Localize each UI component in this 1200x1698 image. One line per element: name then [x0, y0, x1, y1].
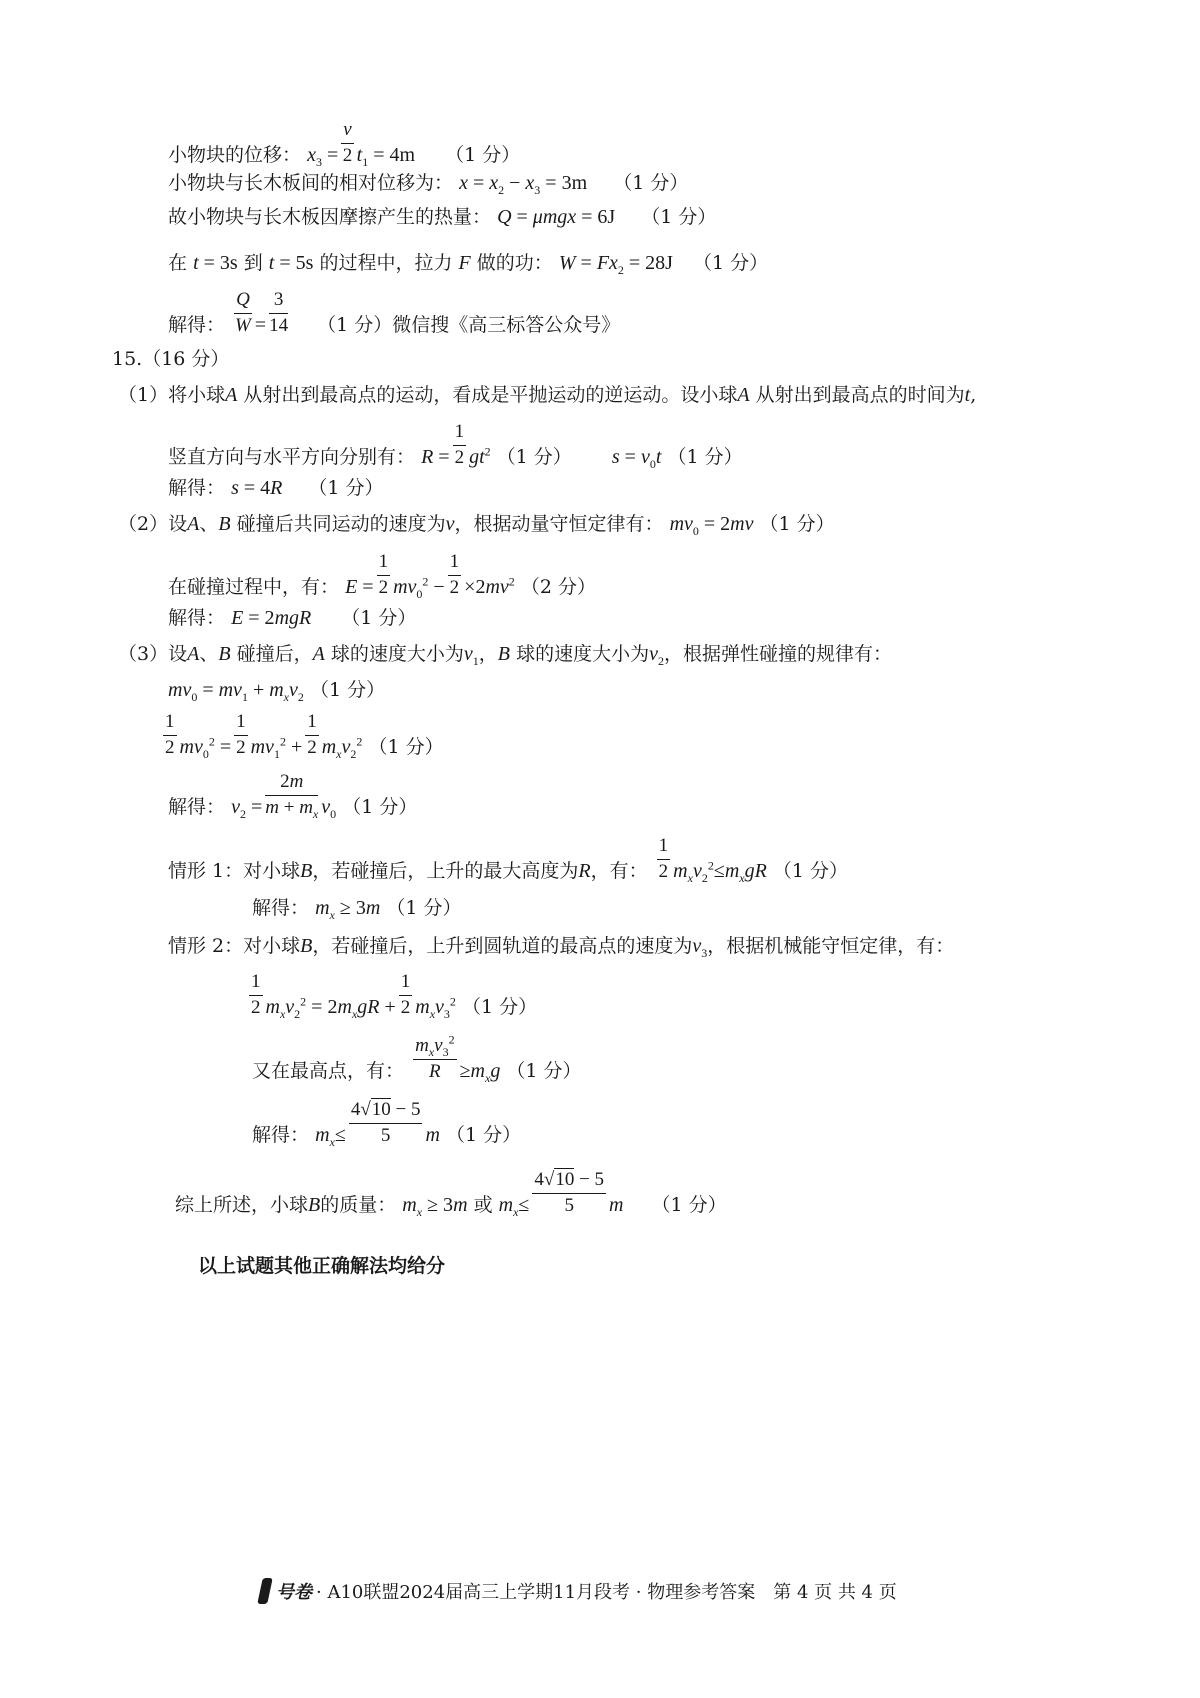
brand-logo-text: 号卷 — [276, 1582, 312, 1603]
case-2: 情形 2：对小球B，若碰撞后，上升到圆轨道的最高点的速度为$v_3$，根据机械能守恒定律，有： — [168, 935, 955, 960]
summary: 综上所述，小球B的质量： $m_x \ge 3m$ 或 $m_x\le$ $\frac{4√10 - 5}{5}$ m （1 分） — [175, 1169, 727, 1219]
footer-text: · A10联盟2024届高三上学期11月段考 · 物理参考答案 第 4 页 共 4 页 — [316, 1582, 897, 1603]
case-1: 情形 1：对小球B，若碰撞后，上升的最大高度为R，有： $\frac{1}{2}$ $m_xv_2^2\le m_xgR$ （1 分） — [168, 835, 848, 885]
part-3-energy: $\frac{1}{2}$ $mv_0^2$ = $\frac{1}{2}$ $mv_1^2$ + $\frac{1}{2}$ $m_xv_2^2$ （1 分） — [165, 711, 444, 761]
line-displacement: 小物块的位移： $x_3$ = $\frac{v}{2}$ $t_1 = 4m$ （1 分） — [168, 119, 521, 169]
question-15-heading: 15.（16 分） — [112, 348, 230, 370]
page-footer — [260, 1578, 897, 1604]
case-2-energy: $\frac{1}{2}$ $m_xv_2^2 = 2m_xgR$ + $\frac{1}{2}$ $m_xv_3^2$ （1 分） — [251, 971, 538, 1021]
formula: $x_3$ = $\frac{v}{2}$ $t_1 = 4m$ — [307, 119, 416, 169]
case-2-result: 解得： $m_x\le$ $\frac{4√10 - 5}{5}$ m （1 分） — [252, 1099, 522, 1149]
part-2-intro: （2）设A、B 碰撞后共同运动的速度为v，根据动量守恒定律有： $mv_0 = 2mv$ （1 分） — [118, 513, 835, 538]
line-work: 在 t = 3s 到 t = 5s 的过程中，拉力 F 做的功： $W = Fx_2 = 28J$ （1 分） — [168, 252, 769, 277]
part-2-result: 解得： E = 2mgR （1 分） — [168, 607, 417, 629]
part-3-v2: 解得： $v_2$ = $\frac{2m}{m + m_x}$ $v_0$ （1 分） — [168, 771, 418, 821]
line-relative-displacement: 小物块与长木板间的相对位移为： $x = x_2 - x_3 = 3m$ （1 分） — [168, 172, 689, 197]
grading-note: 以上试题其他正确解法均给分 — [198, 1255, 446, 1277]
part-2-energy: 在碰撞过程中，有： E = $\frac{1}{2}$ $mv_0^2$ − $\frac{1}{2}$ $\times 2mv^2$ （2 分） — [168, 551, 596, 601]
case-2-top: 又在最高点，有： $m_xv_3^2$ R $\ge m_xg$ （1 分） — [252, 1032, 582, 1085]
brand-logo-icon — [257, 1578, 273, 1604]
part-1-equations: 竖直方向与水平方向分别有： R = $\frac{1}{2}$ $gt^2$ （1 分） $s = v_0t$ （1 分） — [168, 421, 743, 471]
part-3-momentum: $mv_0 = mv_1 + m_xv_2$ （1 分） — [168, 679, 386, 704]
line-heat: 故小物块与长木板因摩擦产生的热量： Q = μmgx = 6J （1 分） — [168, 206, 717, 228]
case-1-result: 解得： $m_x \ge 3m$ （1 分） — [252, 897, 462, 922]
line-ratio: 解得： $\frac{Q}{W}$ = $\frac{3}{14}$ （1 分）微信搜《高三标答公众号》 — [168, 289, 621, 336]
part-1-intro: （1）将小球A 从射出到最高点的运动，看成是平抛运动的逆运动。设小球A 从射出到最高点的时间为t, — [118, 384, 977, 406]
part-3-intro: （3）设A、B 碰撞后，A 球的速度大小为$v_1$，B 球的速度大小为$v_2$，根据弹性碰撞的规律有： — [118, 643, 892, 668]
part-1-result: 解得： s = 4R （1 分） — [168, 477, 384, 499]
